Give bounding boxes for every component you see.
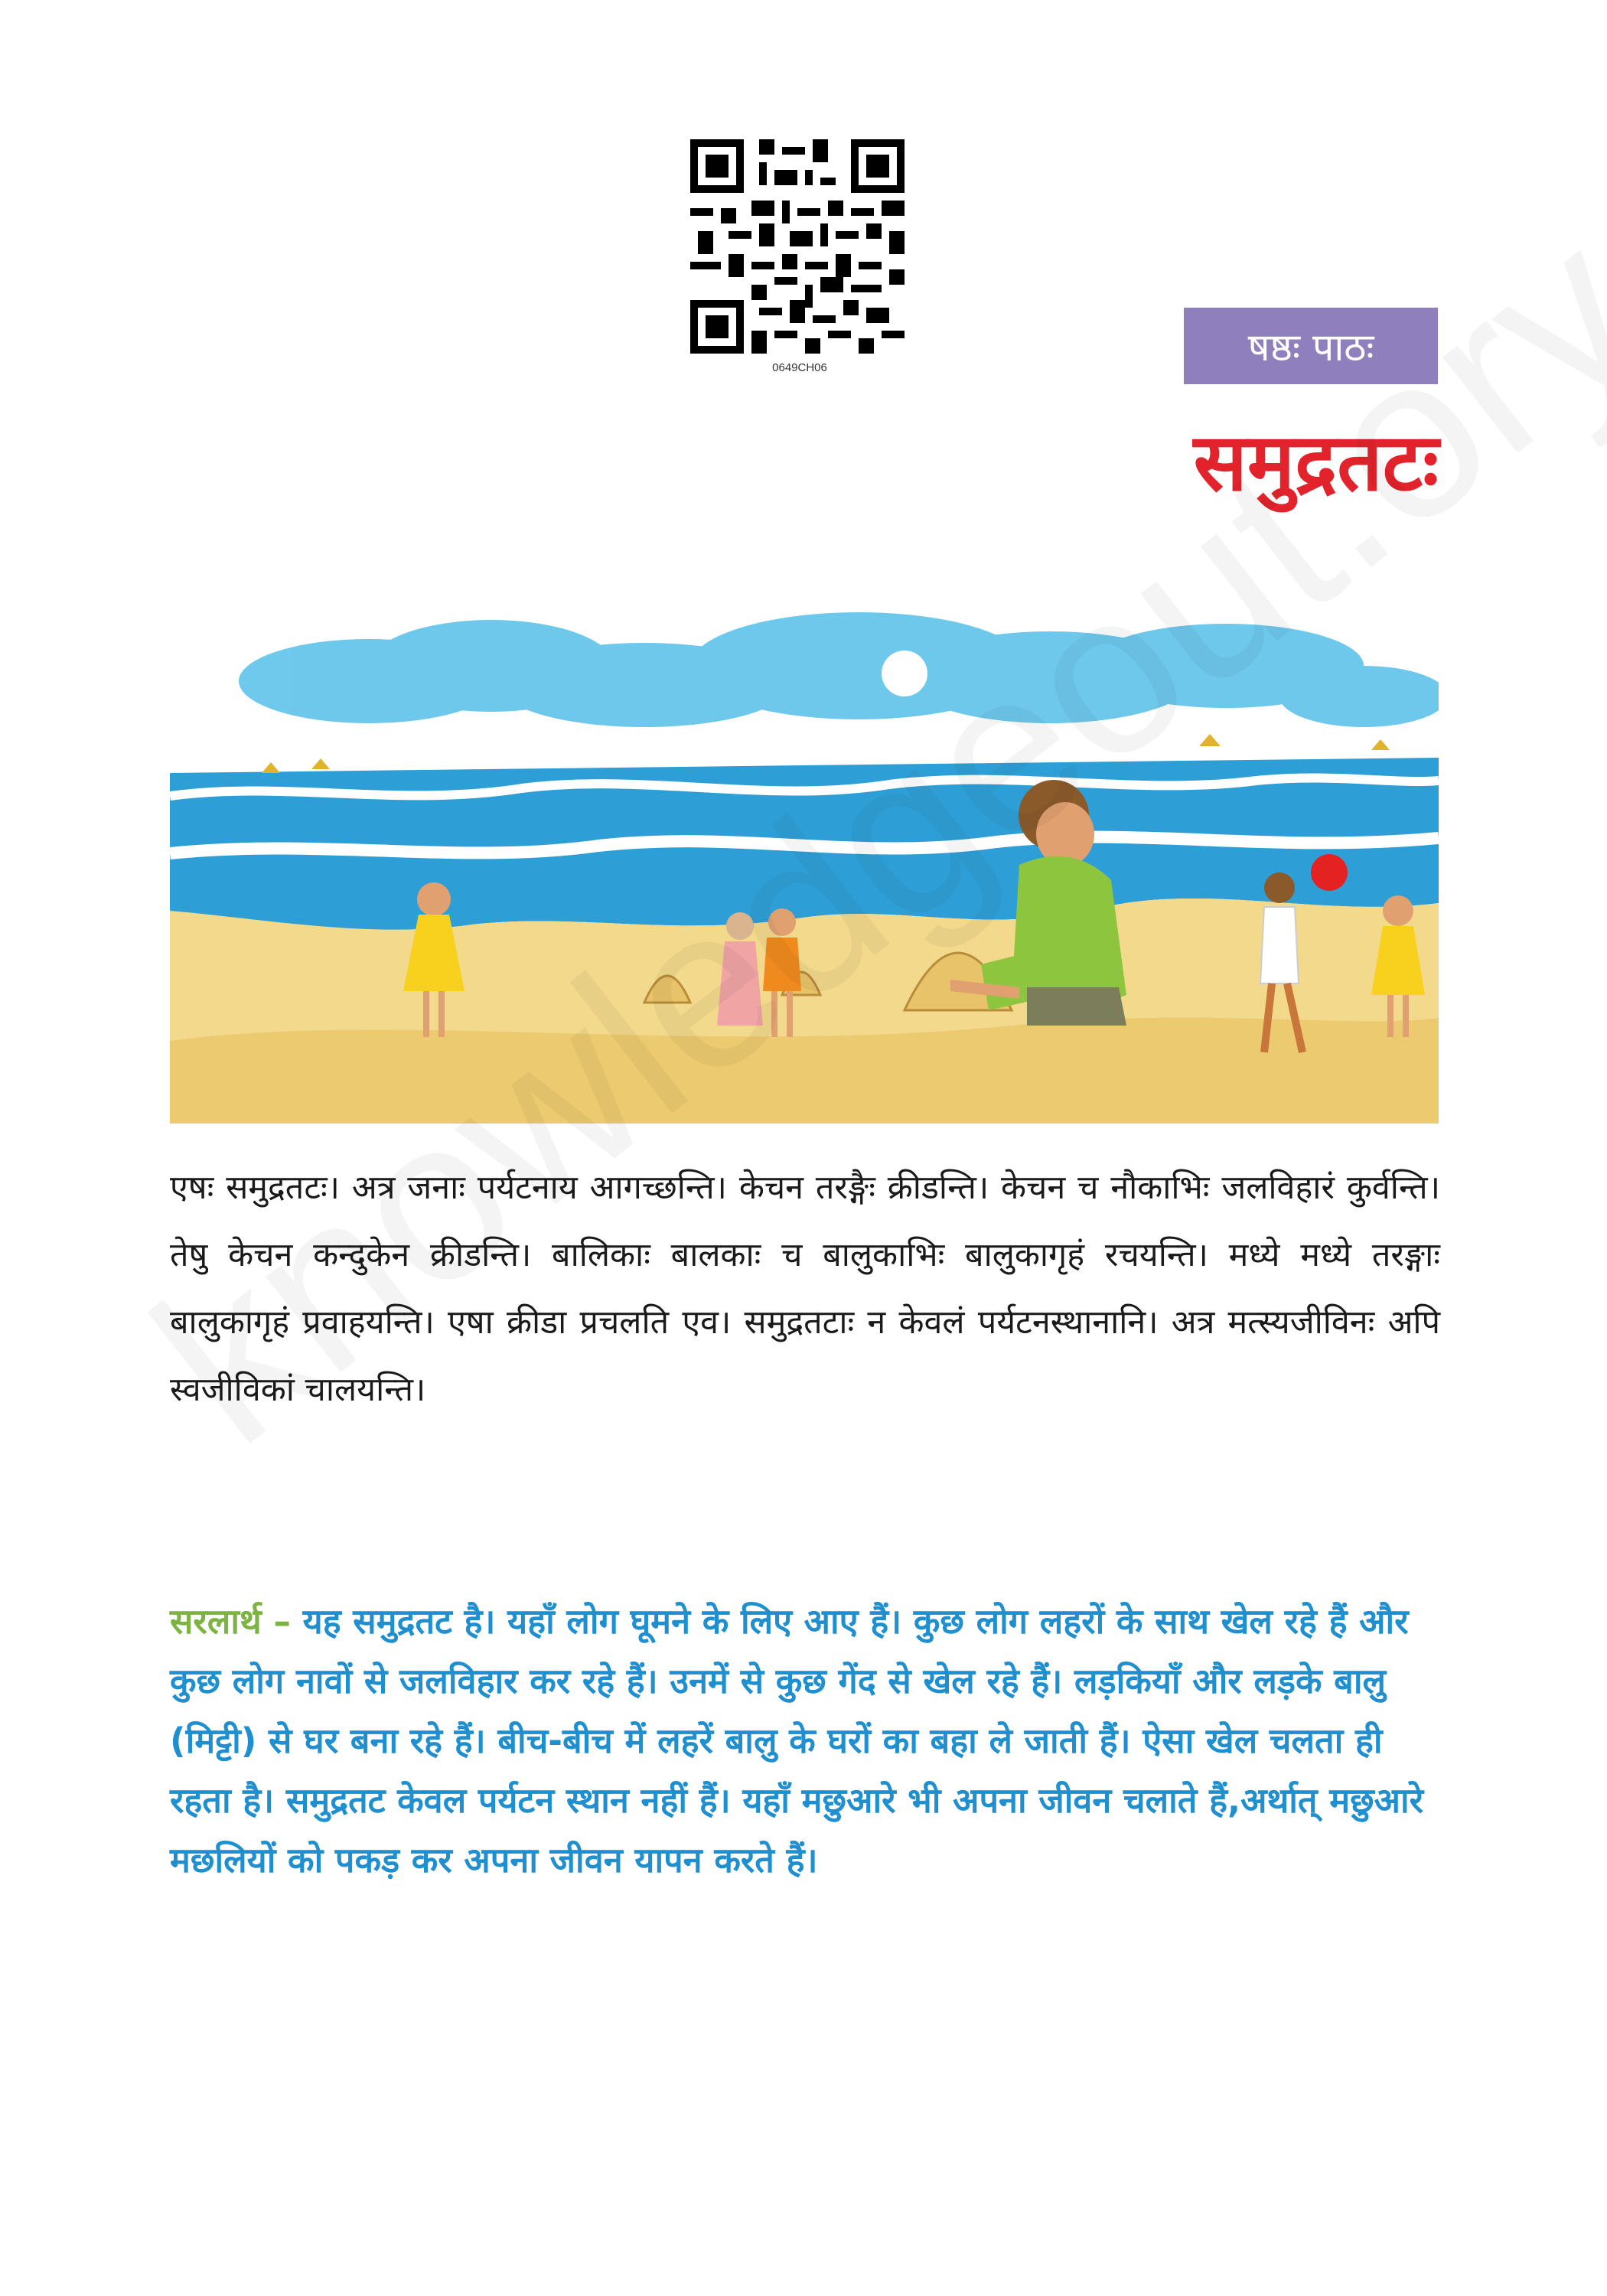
hindi-translation <box>170 1592 1440 1890</box>
lesson-number-badge: षष्ठः पाठः <box>1184 308 1438 384</box>
sanskrit-paragraph: एषः समुद्रतटः। अत्र जनाः पर्यटनाय आगच्छन्ति। केचन तरङ्गैः क्रीडन्ति। केचन च नौकाभिः जलविहारं कुर्वन्ति। तेषु केचन कन्दुकेन क्रीडन्ति। बालिकाः बालकाः च बालुकाभिः बालुकागृहं रचयन्ति। मध्ये मध्ये तरङ्गाः बालुकागृहं प्रवाहयन्ति। एषा क्रीडा प्रचलति एव। समुद्रतटाः न केवलं पर्यटनस्थानानि। अत्र मत्स्यजीविनः अपि स्वजीविकां चालयन्ति। <box>170 1169 1440 1409</box>
qr-caption: 0649CH06 <box>772 361 827 374</box>
lesson-title: समुद्रतटः <box>1193 416 1439 509</box>
cloud-shapes <box>239 612 1439 727</box>
translation-label: सरलार्थ – <box>170 1601 291 1642</box>
translation-text: यह समुद्रतट है। यहाँ लोग घूमने के लिए आए हैं। कुछ लोग लहरों के साथ खेल रहे हैं और कुछ लोग नावों से जलविहार कर रहे हैं। उनमें से कुछ गेंद से खेल रहे हैं। लड़कियाँ और लड़के बालु (मिट्टी) से घर बना रहे हैं। बीच-बीच में लहरें बालु के घरों का बहा ले जाती हैं। ऐसा खेल चलता ही रहता है। समुद्रतट केवल पर्यटन स्थान नहीं हैं। यहाँ मछुआरे भी अपना जीवन चलाते हैं,अर्थात् मछुआरे मछलियों को पकड़ कर अपना जीवन यापन करते हैं। <box>170 1601 1424 1880</box>
beach-scene-illustration <box>170 551 1439 1124</box>
qr-code-icon[interactable] <box>690 139 905 354</box>
